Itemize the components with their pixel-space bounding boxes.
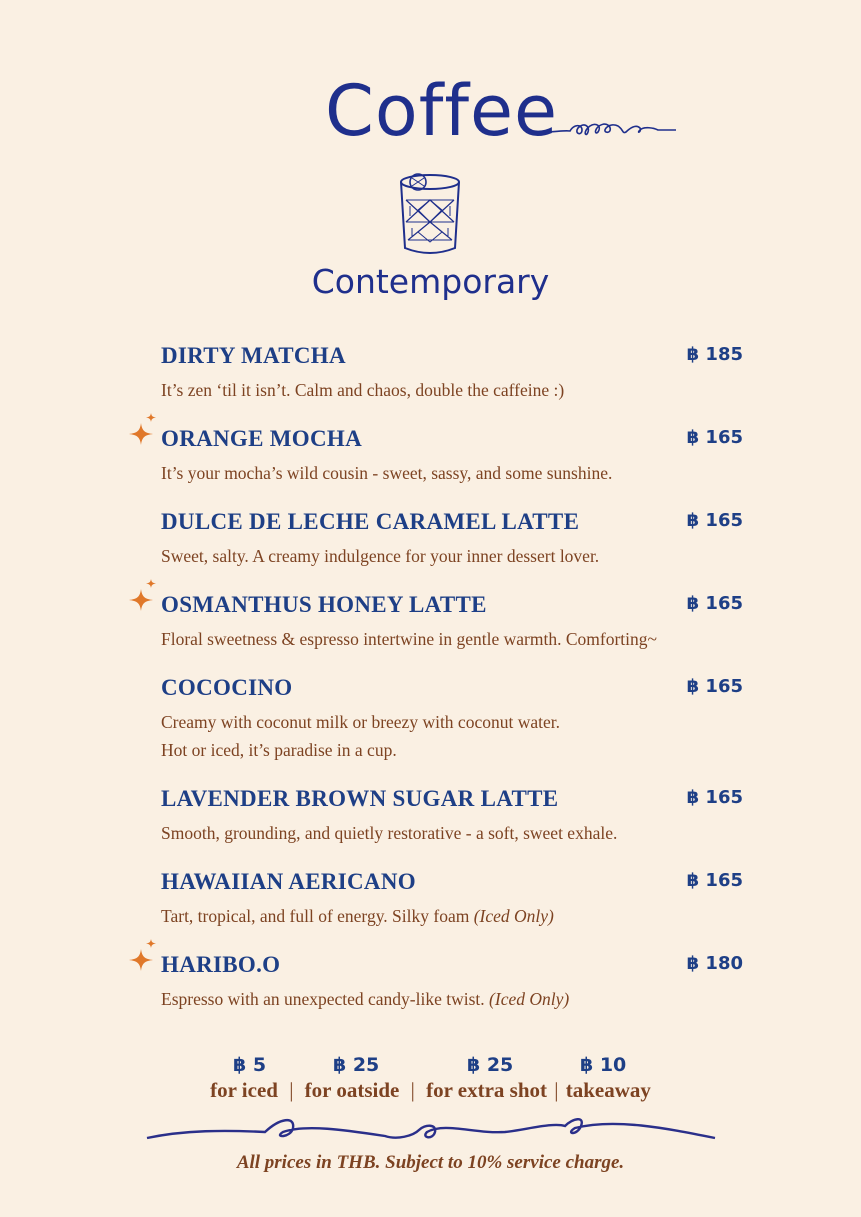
iced-only-note: (Iced Only) [489, 989, 570, 1009]
addon-price: ฿ 10 [580, 1054, 627, 1076]
menu-item [161, 868, 741, 930]
menu-item [161, 425, 741, 487]
swirl-divider [145, 1108, 717, 1148]
description-text: Smooth, grounding, and quietly restorative - a soft, sweet exhale. [161, 823, 618, 843]
menu-subtitle: Contemporary [311, 262, 550, 301]
item-description [161, 985, 741, 1013]
description-text: Sweet, salty. A creamy indulgence for your inner dessert lover. [161, 546, 600, 566]
item-description [161, 819, 741, 847]
sparkle-icon [129, 937, 157, 973]
sparkle-icon [129, 411, 157, 447]
menu-item [161, 951, 741, 1013]
item-description [161, 625, 741, 653]
description-text: It’s your mocha’s wild cousin - sweet, sassy, and some sunshine. [161, 463, 613, 483]
separator: | [554, 1078, 559, 1102]
menu-item [161, 342, 741, 404]
item-price: ฿ 165 [686, 593, 743, 614]
menu-item [161, 591, 741, 653]
item-price: ฿ 185 [686, 344, 743, 365]
menu-item [161, 785, 741, 847]
item-description [161, 708, 741, 764]
item-name: OSMANTHUS HONEY LATTE [161, 592, 487, 617]
addon-label: takeaway [565, 1078, 651, 1102]
item-price: ฿ 165 [686, 787, 743, 808]
addon-label: for iced [210, 1078, 278, 1102]
item-description [161, 376, 741, 404]
item-name: DIRTY MATCHA [161, 343, 346, 368]
footer-note: All prices in THB. Subject to 10% service charge. [236, 1152, 625, 1173]
item-price: ฿ 165 [686, 870, 743, 891]
separator: | [410, 1078, 415, 1102]
description-text: Tart, tropical, and full of energy. Silky foam [161, 906, 474, 926]
item-price: ฿ 165 [686, 510, 743, 531]
description-text: Creamy with coconut milk or breezy with coconut water. [161, 712, 560, 732]
addon-price: ฿ 5 [233, 1054, 267, 1076]
item-name: HAWAIIAN AERICANO [161, 869, 416, 894]
iced-only-note: (Iced Only) [473, 906, 554, 926]
menu-item [161, 674, 741, 764]
item-price: ฿ 165 [686, 427, 743, 448]
item-name: COCOCINO [161, 675, 293, 700]
addon-labels [0, 1078, 861, 1103]
addon-label: for extra shot [426, 1078, 547, 1102]
description-text: Espresso with an unexpected candy-like twist. [161, 989, 490, 1009]
item-name: ORANGE MOCHA [161, 426, 363, 451]
item-price: ฿ 165 [686, 676, 743, 697]
description-text-line2: Hot or iced, it’s paradise in a cup. [161, 740, 397, 760]
item-price: ฿ 180 [686, 953, 743, 974]
separator: | [289, 1078, 294, 1102]
item-description [161, 902, 741, 930]
sparkle-icon [129, 577, 157, 613]
menu-item [161, 508, 741, 570]
item-description [161, 542, 741, 570]
addon-label: for oatside [304, 1078, 400, 1102]
addon-price: ฿ 25 [467, 1054, 514, 1076]
item-name: LAVENDER BROWN SUGAR LATTE [161, 786, 559, 811]
item-name: DULCE DE LECHE CARAMEL LATTE [161, 509, 580, 534]
description-text: Floral sweetness & espresso intertwine in gentle warmth. Comforting~ [161, 629, 657, 649]
description-text: It’s zen ‘til it isn’t. Calm and chaos, double the caffeine :) [161, 380, 565, 400]
item-description [161, 459, 741, 487]
addon-price: ฿ 25 [333, 1054, 380, 1076]
menu-title: Coffee [325, 70, 559, 152]
item-name: HARIBO.O [161, 952, 281, 977]
